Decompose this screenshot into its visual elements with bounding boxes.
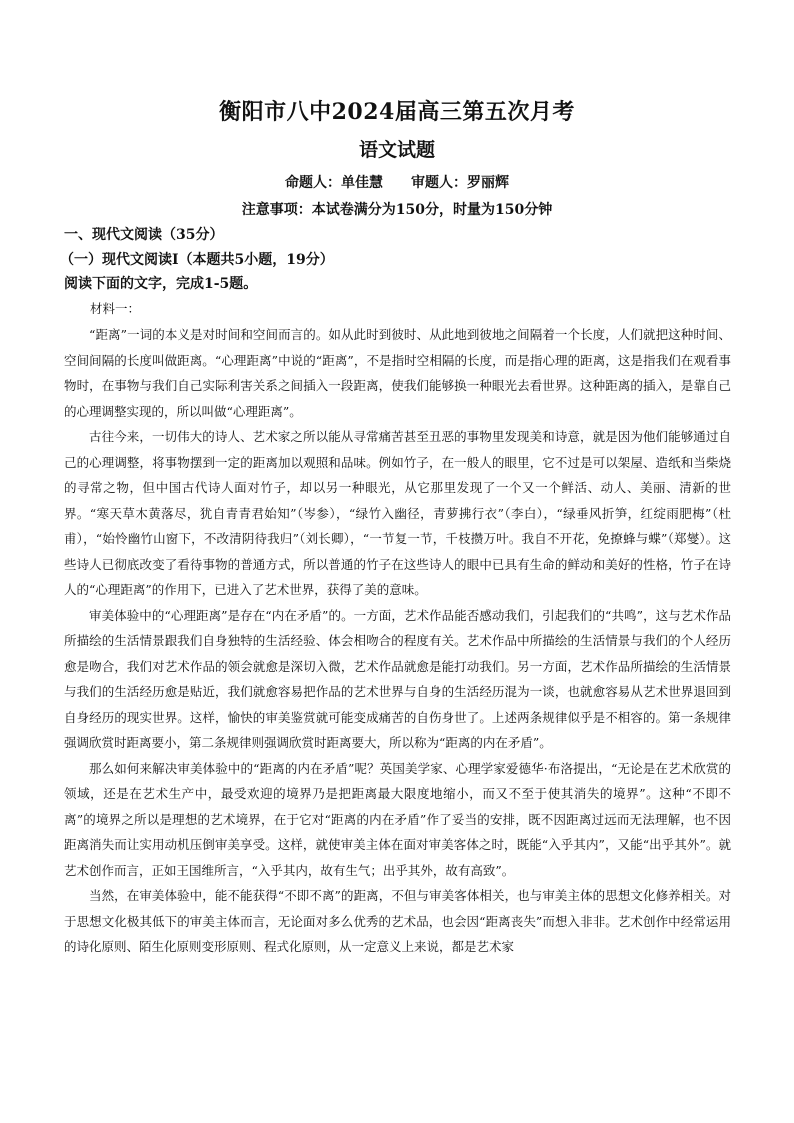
passage-paragraph: 审美体验中的“心理距离”是存在“内在矛盾”的。一方面，艺术作品能否感动我们，引起我们的“共鸣”，这与艺术作品所描绘的生活情景跟我们自身独特的生活经验、体会相吻合的程度有关。艺术作品中所描绘的生活情景与我们的个人经历愈是吻合，我们对艺术作品的领会就愈是深切入微，艺术作品就愈是能打动我们。另一方面，艺术作品所描绘的生活情景与我们的生活经历愈是贴近，我们就愈容易把作品的艺术世界与自身的生活经历混为一谈，也就愈容易从艺术世界退回到自身经历的现实世界。这样，愉快的审美鉴赏就可能变成痛苦的自伤身世了。上述两条规律似乎是不相容的。第一条规律强调欣赏时距离要小，第二条规律则强调欣赏时距离要大，所以称为“距离的内在矛盾”。 — [64, 607, 731, 750]
passage-paragraph: 那么如何来解决审美体验中的“距离的内在矛盾”呢？英国美学家、心理学家爱德华·布洛提出，“无论是在艺术欣赏的领域，还是在艺术生产中，最受欢迎的境界乃是把距离最大限度地缩小，而又不至于使其消失的境界”。这种“不即不离”的境界之所以是理想的艺术境界，在于它对“距离的内在矛盾”作了妥当的安排，既不因距离过远而无法理解，也不因距离消失而让实用动机压倒审美享受。这样，就使审美主体在面对审美客体之时，既能“入乎其内”，又能“出乎其外”。就艺术创作而言，正如王国维所言，“入乎其内，故有生气；出乎其外，故有高致”。 — [64, 760, 731, 878]
passage-paragraph: “距离”一词的本义是对时间和空间而言的。如从此时到彼时、从此地到彼地之间隔着一个长度，人们就把这种时间、空间间隔的长度叫做距离。“心理距离”中说的“距离”，不是指时空相隔的长度，而是指心理的距离，这是指我们在观看事物时，在事物与我们自己实际利害关系之间插入一段距离，使我们能够换一种眼光去看世界。这种距离的插入，是靠自己的心理调整实现的，所以叫做“心理距离”。 — [64, 327, 731, 419]
author-line — [0, 172, 794, 192]
reading-instruction: 阅读下面的文字，完成1-5题。 — [64, 276, 258, 292]
passage-paragraph: 当然，在审美体验中，能不能获得“不即不离”的距离，不但与审美客体相关，也与审美主体的思想文化修养相关。对于思想文化极其低下的审美主体而言，无论面对多么优秀的艺术品，也会因“距离丧失”而想入非非。艺术创作中经常运用的诗化原则、陌生化原则变形原则、程式化原则，从一定意义上来说，都是艺术家 — [64, 888, 731, 954]
reviewer-label: 审题人：罗丽辉 — [411, 175, 509, 191]
material-label: 材料一： — [90, 301, 141, 316]
exam-title: 衡阳市八中2024届高三第五次月考 — [219, 99, 575, 125]
exam-notice: 注意事项：本试卷满分为150分，时量为150分钟 — [241, 202, 553, 218]
passage-body — [64, 322, 731, 960]
passage-paragraph: 古往今来，一切伟大的诗人、艺术家之所以能从寻常痛苦甚至丑恶的事物里发现美和诗意，就是因为他们能够通过自己的心理调整，将事物摆到一定的距离加以观照和品味。例如竹子，在一般人的眼里，它不过是可以架屋、造纸和当柴烧的寻常之物，但中国古代诗人面对竹子，却以另一种眼光，从它那里发现了一个又一个鲜活、动人、美丽、清新的世界。“寒天草木黄落尽，犹自青青君始知”（岑参），“绿竹入幽径，青萝拂行衣”（李白），“绿垂风折笋，红绽雨肥梅”（杜甫），“始怜幽竹山窗下，不改清阴待我归”（刘长卿），“一节复一节，千枝攒万叶。我自不开花，免撩蜂与蝶”（郑燮）。这些诗人已彻底改变了看待事物的普通方式，所以普通的竹子在这些诗人的眼中已具有生命的鲜动和美好的性格，竹子在诗人的“心理距离”的作用下，已进入了艺术世界，获得了美的意味。 — [64, 429, 731, 597]
section-heading-part1: 一、现代文阅读（35分） — [64, 227, 224, 243]
exam-subtitle: 语文试题 — [358, 139, 435, 161]
author-label: 命题人：单佳慧 — [285, 175, 383, 191]
section-heading-part1-sub: （一）现代文阅读Ⅰ（本题共5小题，19分） — [60, 252, 334, 268]
